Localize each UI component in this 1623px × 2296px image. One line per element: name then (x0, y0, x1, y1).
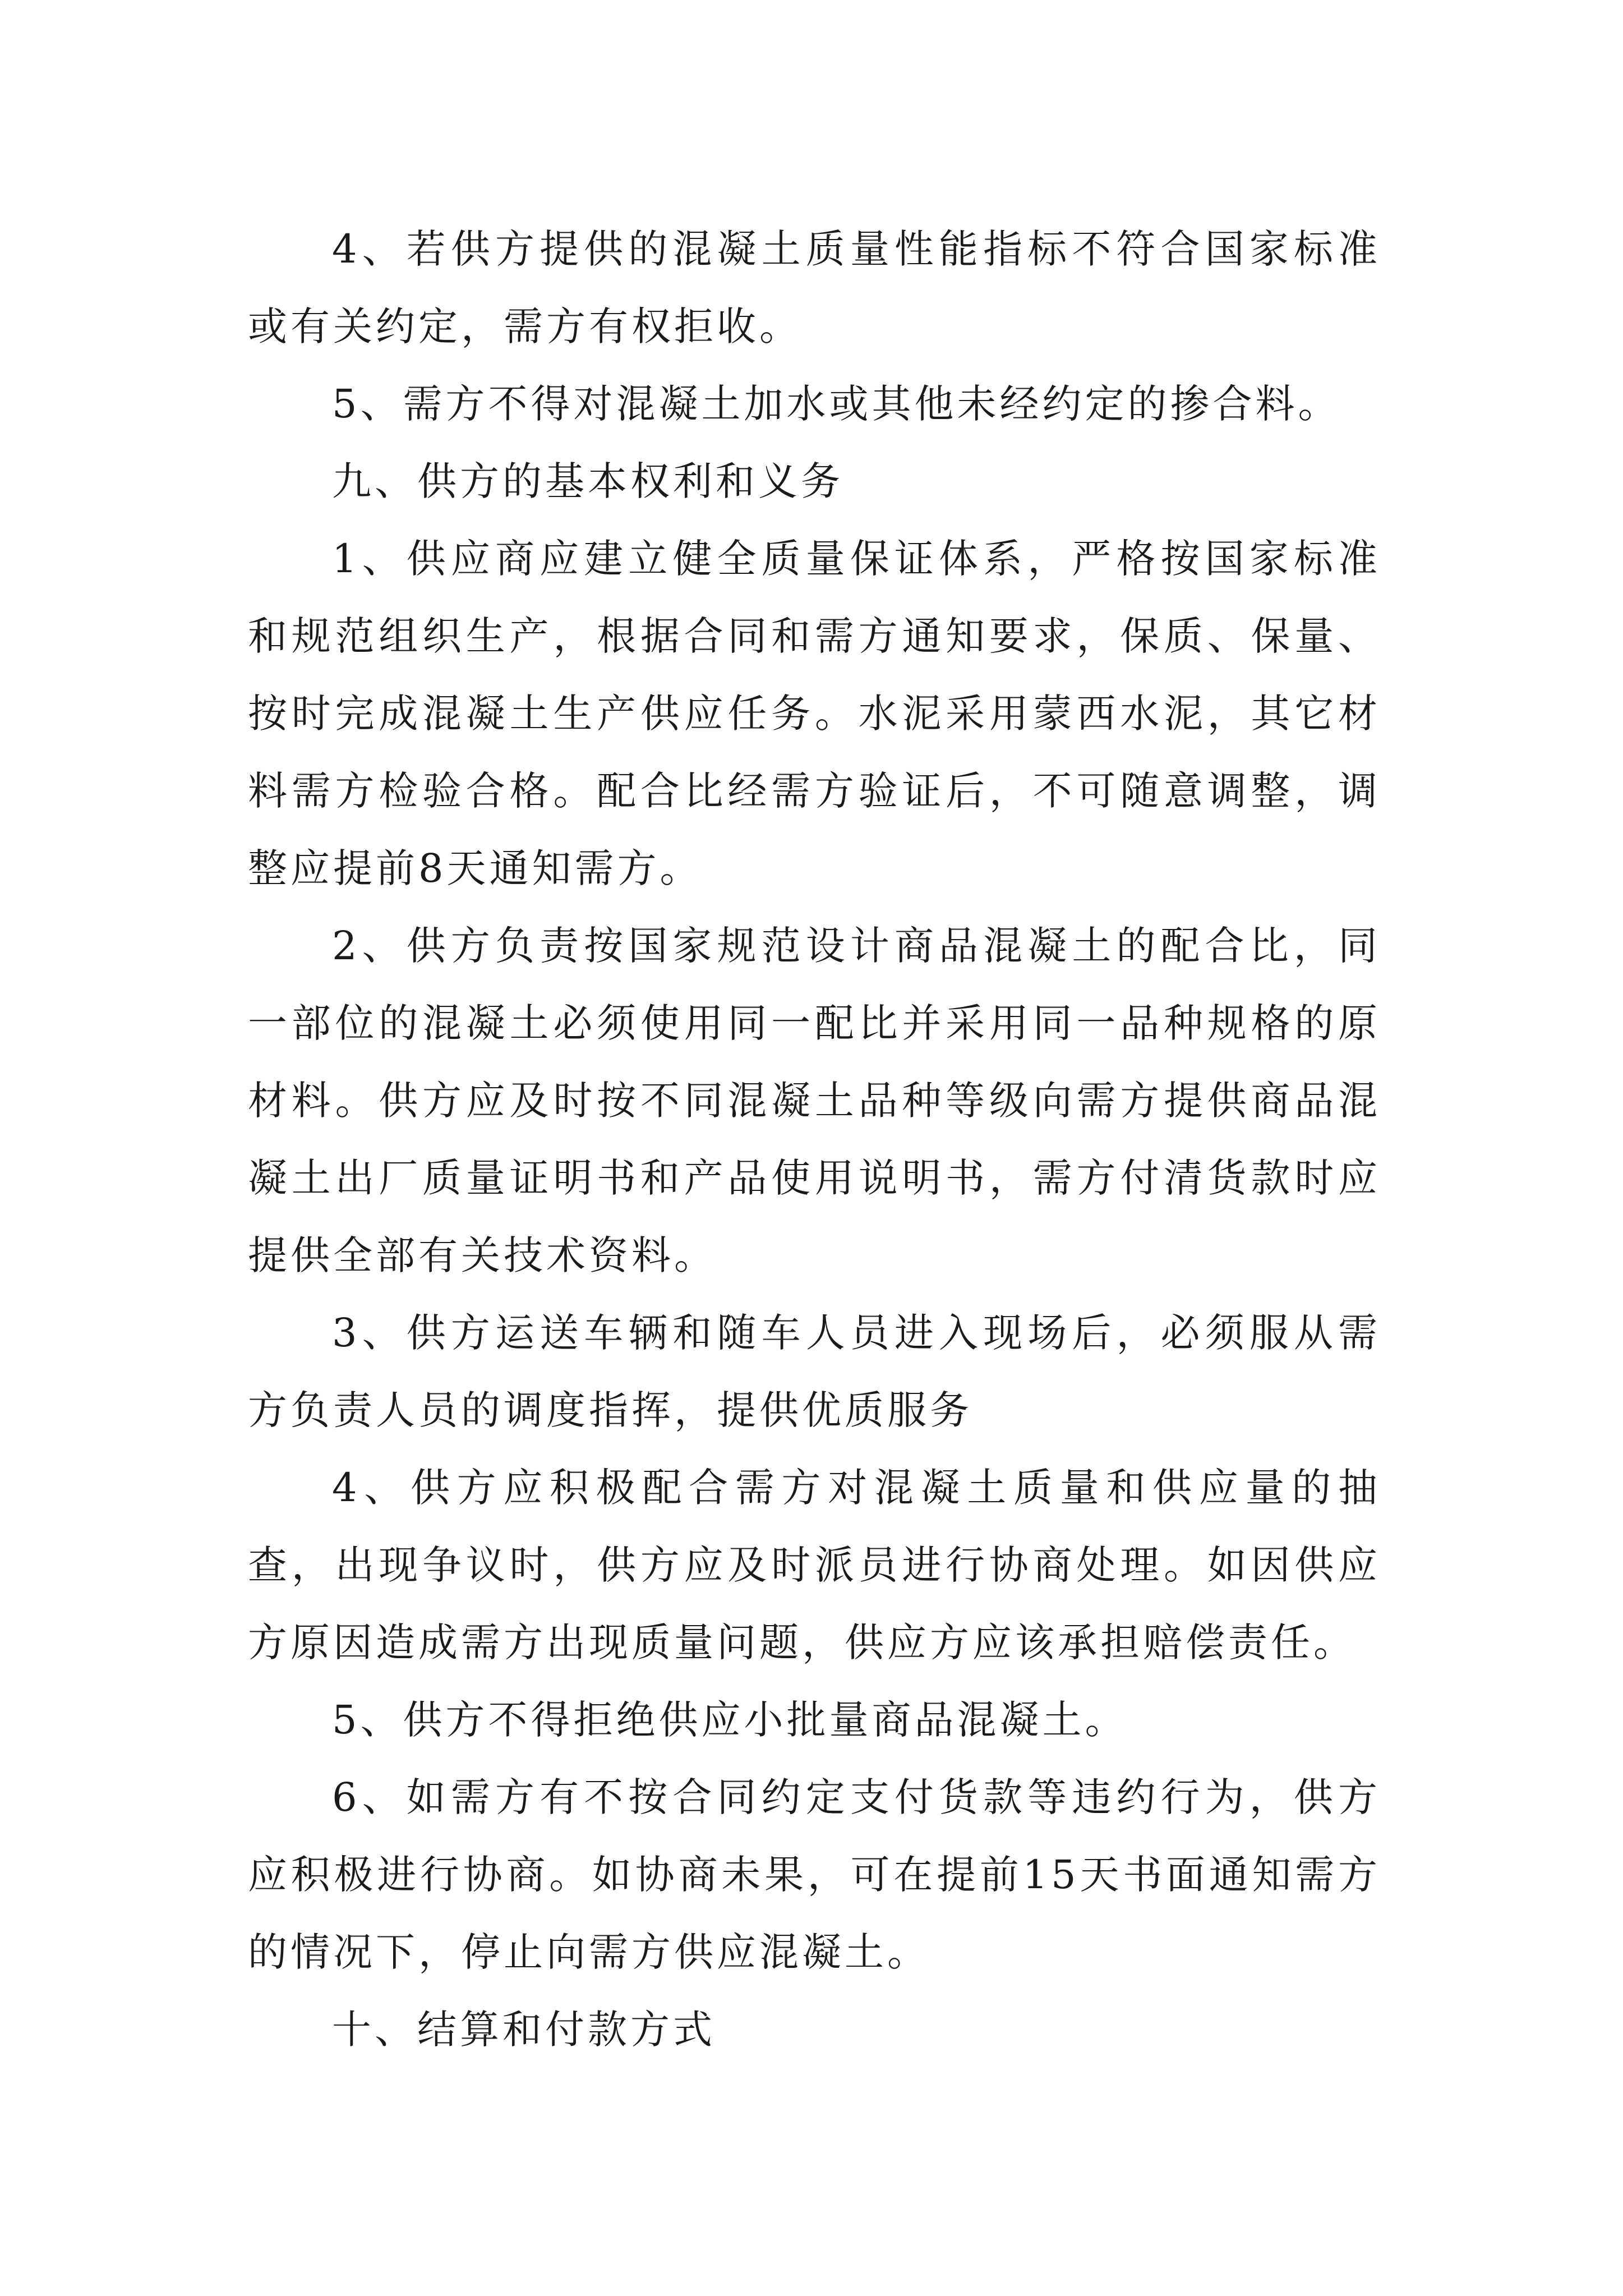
paragraph-supplier-clause-6: 6、如需方有不按合同约定支付货款等违约行为，供方应积极进行协商。如协商未果，可在提前15天书面通知需方的情况下，停止向需方供应混凝土。 (248, 1774, 1381, 1975)
document-body (248, 210, 1381, 2068)
paragraph-supplier-clause-2: 2、供方负责按国家规范设计商品混凝土的配合比，同一部位的混凝土必须使用同一配比并采用同一品种规格的原材料。供方应及时按不同混凝土品种等级向需方提供商品混凝土出厂质量证明书和产品使用说明书，需方付清货款时应提供全部有关技术资料。 (248, 923, 1381, 1278)
paragraph-no-water-clause: 5、需方不得对混凝土加水或其他未经约定的掺合料。 (332, 381, 1341, 427)
paragraph-supplier-clause-3: 3、供方运送车辆和随车人员进入现场后，必须服从需方负责人员的调度指挥，提供优质服务 (248, 1310, 1381, 1433)
paragraph-supplier-clause-4: 4、供方应积极配合需方对混凝土质量和供应量的抽查，出现争议时，供方应及时派员进行协商处理。如因供应方原因造成需方出现质量问题，供应方应该承担赔偿责任。 (248, 1465, 1381, 1665)
paragraph-demand-reject-clause: 4、若供方提供的混凝土质量性能指标不符合国家标准或有关约定，需方有权拒收。 (248, 226, 1381, 349)
paragraph-supplier-clause-1: 1、供应商应建立健全质量保证体系，严格按国家标准和规范组织生产，根据合同和需方通知要求，保质、保量、按时完成混凝土生产供应任务。水泥采用蒙西水泥，其它材料需方检验合格。配合比经需方验证后，不可随意调整，调整应提前8天通知需方。 (248, 536, 1381, 891)
section-heading-supplier-rights: 九、供方的基本权利和义务 (332, 458, 843, 504)
paragraph-supplier-clause-5: 5、供方不得拒绝供应小批量商品混凝土。 (332, 1697, 1128, 1743)
section-heading-settlement: 十、结算和付款方式 (332, 2007, 716, 2053)
